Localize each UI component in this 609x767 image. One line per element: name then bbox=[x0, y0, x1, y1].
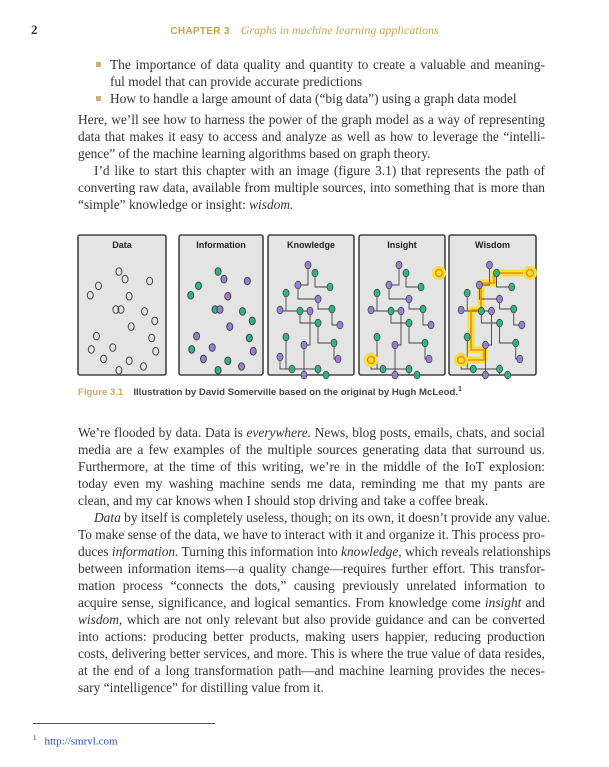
text-line bbox=[78, 594, 545, 611]
graph-node bbox=[289, 365, 295, 373]
text-line bbox=[78, 662, 545, 679]
graph-node bbox=[301, 341, 307, 349]
text-line bbox=[78, 492, 545, 509]
graph-node bbox=[305, 261, 311, 269]
text-run: To make sense of the data, we have to interact with it and organize it. This process pro- bbox=[78, 527, 545, 542]
graph-node bbox=[486, 261, 492, 269]
text-run: and bbox=[521, 595, 545, 610]
graph-node bbox=[470, 365, 476, 373]
graph-node bbox=[396, 261, 402, 269]
text-run: wisdom. bbox=[249, 197, 294, 212]
text-line bbox=[78, 196, 545, 213]
data-dot bbox=[221, 275, 227, 283]
graph-node bbox=[307, 307, 313, 315]
graph-node bbox=[497, 319, 503, 327]
graph-node bbox=[406, 319, 412, 327]
panel-data bbox=[78, 235, 166, 375]
graph-node bbox=[482, 341, 488, 349]
text-run: wisdom, bbox=[78, 612, 123, 627]
graph-node bbox=[315, 319, 321, 327]
graph-node bbox=[301, 371, 307, 379]
graph-node bbox=[327, 283, 333, 291]
text-run: acquire sense, significance, and logical semantics. From knowledge come bbox=[78, 595, 485, 610]
data-dot bbox=[246, 334, 252, 342]
data-dot bbox=[239, 308, 245, 316]
highlight-glow bbox=[364, 353, 378, 367]
footnote bbox=[33, 734, 118, 748]
graph-node bbox=[277, 353, 283, 361]
graph-node bbox=[497, 365, 503, 373]
graph-node bbox=[398, 307, 404, 315]
text-line bbox=[78, 560, 545, 577]
panel-title: Knowledge bbox=[286, 240, 336, 250]
data-dot bbox=[244, 277, 250, 285]
text-run: How to handle a large amount of data (“big data”) using a graph data model bbox=[110, 91, 517, 106]
text-run: “simple” knowledge or insight: bbox=[78, 197, 250, 212]
panel-title: Wisdom bbox=[475, 240, 510, 250]
panel-title: Information bbox=[196, 240, 246, 250]
text-run: sary “intelligence” for distilling value from it. bbox=[78, 680, 324, 695]
figure-label: Figure 3.1 bbox=[78, 387, 124, 399]
data-dot bbox=[215, 268, 221, 276]
graph-node bbox=[464, 333, 470, 341]
running-header bbox=[0, 23, 609, 38]
highlight-glow bbox=[454, 353, 468, 367]
panel-information bbox=[179, 235, 263, 375]
data-dot bbox=[194, 332, 200, 340]
graph-node bbox=[388, 307, 394, 315]
text-line bbox=[94, 162, 545, 179]
graph-node bbox=[277, 306, 283, 314]
text-line bbox=[78, 441, 545, 458]
footnote-number: 1 bbox=[33, 734, 37, 742]
graph-node bbox=[337, 321, 343, 329]
graph-node bbox=[497, 295, 503, 303]
graph-node bbox=[418, 283, 424, 291]
graph-node bbox=[482, 371, 488, 379]
text-line bbox=[78, 424, 545, 441]
graph-node bbox=[323, 371, 329, 379]
text-run: insight bbox=[484, 595, 522, 610]
text-run: Data bbox=[94, 510, 121, 525]
graph-node bbox=[331, 339, 337, 347]
data-dot bbox=[196, 282, 202, 290]
panel-title: Insight bbox=[387, 240, 417, 250]
data-dot bbox=[227, 323, 233, 331]
text-run: We’re flooded by data. Data is bbox=[78, 425, 247, 440]
text-line bbox=[78, 543, 551, 560]
graph-node bbox=[283, 289, 289, 297]
data-dot bbox=[188, 291, 194, 299]
text-line bbox=[78, 577, 545, 594]
text-run: I’d like to start this chapter with an image (figure 3.1) that represents the path of bbox=[94, 163, 545, 178]
graph-node bbox=[374, 333, 380, 341]
graph-node bbox=[329, 305, 335, 313]
text-run: gence” of the machine learning algorithms based on graph theory. bbox=[78, 146, 431, 161]
bullet-marker bbox=[96, 96, 101, 101]
graph-node bbox=[403, 269, 409, 277]
text-line bbox=[78, 111, 545, 128]
text-run: converting raw data, available from multiple sources, into something that is more than bbox=[78, 180, 545, 195]
text-run: today even my washing machine sends me data, reminding me that my pants are bbox=[78, 476, 545, 491]
graph-node bbox=[368, 306, 374, 314]
graph-node bbox=[458, 306, 464, 314]
panel-title: Data bbox=[112, 240, 132, 250]
graph-node bbox=[509, 283, 515, 291]
footnote-rule bbox=[33, 723, 215, 724]
text-line bbox=[78, 628, 545, 645]
text-run: mation process “connects the dots,” causing previously unrelated information to bbox=[78, 578, 545, 593]
graph-node bbox=[422, 339, 428, 347]
chapter-title: Graphs in machine learning applications bbox=[240, 23, 439, 37]
graph-node bbox=[476, 281, 482, 289]
text-run: which reveals relationships bbox=[401, 544, 551, 559]
graph-node bbox=[420, 305, 426, 313]
text-line bbox=[78, 179, 545, 196]
data-dot bbox=[225, 292, 231, 300]
data-dot bbox=[225, 357, 231, 365]
text-run: into actions: producing better products, making users happier, reducing production bbox=[78, 629, 545, 644]
graph-node bbox=[374, 289, 380, 297]
data-dot bbox=[217, 306, 223, 314]
text-line bbox=[78, 128, 545, 145]
footnote-link[interactable]: http://smrvl.com bbox=[44, 735, 118, 748]
graph-node bbox=[380, 365, 386, 373]
graph-node bbox=[297, 307, 303, 315]
graph-node bbox=[312, 269, 318, 277]
graph-node bbox=[511, 305, 517, 313]
graph-node bbox=[315, 295, 321, 303]
graph-node bbox=[295, 281, 301, 289]
graph-node bbox=[392, 371, 398, 379]
graph-node bbox=[517, 355, 523, 363]
text-line bbox=[78, 679, 545, 696]
text-run: by itself is completely useless, though; on its own, it doesn’t provide any value. bbox=[120, 510, 551, 525]
graph-node bbox=[283, 333, 289, 341]
data-dot bbox=[209, 344, 215, 352]
panel-insight bbox=[359, 235, 446, 379]
footnote-ref: 1 bbox=[457, 386, 462, 393]
text-line bbox=[78, 475, 545, 492]
chapter-label: CHAPTER 3 bbox=[170, 26, 230, 37]
text-run: Furthermore, at the time of this writing, we’re in the middle of the IoT explosion: bbox=[78, 459, 545, 474]
graph-node bbox=[519, 321, 525, 329]
page-number: 2 bbox=[31, 22, 38, 37]
text-run: duces bbox=[78, 544, 112, 559]
text-run: everywhere. bbox=[246, 425, 312, 440]
graph-node bbox=[315, 365, 321, 373]
text-line bbox=[78, 611, 545, 628]
text-run: costs, delivering better services, and more. This is where the true value of data resides, bbox=[78, 646, 545, 661]
caption-text: Illustration by David Somerville based on the original by Hugh McLeod. bbox=[133, 387, 458, 399]
highlight-glow bbox=[432, 266, 446, 280]
graph-node bbox=[426, 355, 432, 363]
panel-knowledge bbox=[268, 235, 354, 379]
panel-wisdom bbox=[449, 235, 537, 379]
text-run: information. bbox=[111, 544, 179, 559]
graph-node bbox=[513, 339, 519, 347]
text-line bbox=[78, 526, 545, 543]
text-run: Here, we’ll see how to harness the power of the graph model as a way of representing bbox=[78, 112, 545, 127]
graph-node bbox=[478, 307, 484, 315]
graph-node bbox=[464, 289, 470, 297]
text-run: ful model that can provide accurate predictions bbox=[110, 74, 363, 89]
text-run: data that makes it easy to access and analyze as well as how to leverage the “intelli- bbox=[78, 129, 545, 144]
text-run: between information items—a quality change—requires further effort. This transfor- bbox=[78, 561, 545, 576]
data-dot bbox=[250, 348, 256, 356]
text-run: Turning this information into bbox=[178, 544, 342, 559]
graph-node bbox=[488, 307, 494, 315]
graph-node bbox=[494, 269, 500, 277]
text-run: News, blog posts, emails, chats, and social bbox=[311, 425, 545, 440]
data-dot bbox=[215, 367, 221, 375]
text-line bbox=[94, 509, 551, 526]
text-run: knowledge, bbox=[341, 544, 402, 559]
text-line bbox=[78, 458, 545, 475]
graph-node bbox=[414, 371, 420, 379]
text-line bbox=[78, 145, 545, 162]
graph-node bbox=[335, 355, 341, 363]
highlight-glow bbox=[523, 266, 537, 280]
graph-node bbox=[406, 365, 412, 373]
data-dot bbox=[239, 363, 245, 371]
text-line bbox=[78, 645, 545, 662]
graph-node bbox=[428, 321, 434, 329]
data-dot bbox=[189, 346, 195, 354]
text-line bbox=[110, 73, 545, 90]
text-line bbox=[110, 90, 545, 107]
text-run: at the end of a long transformation path—and machine learning provides the neces- bbox=[78, 663, 545, 678]
text-run: which are not only relevant but also provide guidance and can be converted bbox=[122, 612, 545, 627]
graph-node bbox=[386, 281, 392, 289]
text-run: clean, and my car knows when I should stop driving and take a coffee break. bbox=[78, 493, 489, 508]
graph-node bbox=[505, 371, 511, 379]
text-line bbox=[110, 56, 545, 73]
figure-caption bbox=[78, 386, 462, 398]
bullet-marker bbox=[96, 62, 101, 67]
text-run: media are a few examples of the multiple sources generating data that surround us. bbox=[78, 442, 545, 457]
figure-3-1-illustration bbox=[75, 232, 540, 380]
graph-node bbox=[392, 341, 398, 349]
data-dot bbox=[249, 317, 255, 325]
text-run: The importance of data quality and quantity to create a valuable and meaning- bbox=[110, 57, 545, 72]
data-dot bbox=[200, 355, 206, 363]
graph-node bbox=[406, 295, 412, 303]
